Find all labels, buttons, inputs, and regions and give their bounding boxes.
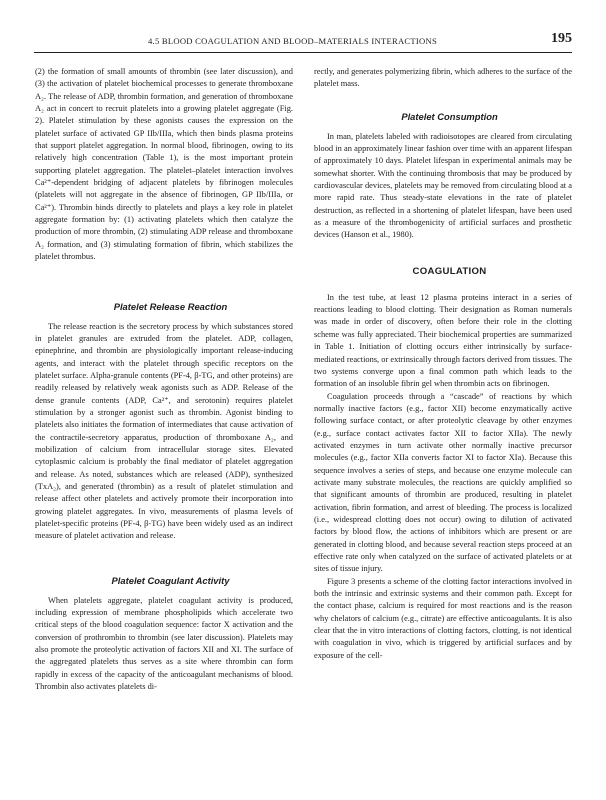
coagulant-paragraph: When platelets aggregate, platelet coagulant activity is produced, including expression of membrane phospholipids which accelerate two critical steps of the blood coagulation sequence: factor X activation and the conversion of prothrombin to thrombin (see later discussion). Platelets may also promote the proteolytic activation of factors XII and XI. The surface of the aggregated platelets thus serves as a site where thrombin can form rapidly in excess of the capacity of the anticoagulant mechanisms of blood. Thrombin also activates platelets di-	[35, 595, 293, 692]
running-head: 4.5 BLOOD COAGULATION AND BLOOD–MATERIALS INTERACTIONS	[148, 36, 437, 46]
page-header	[34, 31, 572, 53]
release-paragraph: The release reaction is the secretory process by which substances stored in platelet granules are extruded from the platelet. ADP, collagen, epinephrine, and thrombin are physiologically important release-inducing agents, and interact with the platelet through specific receptors on the platelet surface. Alpha-granule contents (PF-4, β-TG, and other proteins) are readily released by relatively weak agonists such as ADP. Release of the dense granule contents (ADP, Ca²⁺, and serotonin) requires platelet stimulation by a stronger agonist such as thrombin. Agonist binding to platelets also initiates the formation of intermediates that cause activation of the contractile-secretory apparatus, production of thromboxane A₂, and mobilization of calcium from intracellular storage sites. Elevated cytoplasmic calcium is probably the final mediator of platelet aggregation and release. As noted, substances which are released (ADP), synthesized (TxA₂), and generated (thrombin) as a result of platelet stimulation and release affect other platelets and actively promote their incorporation into growing platelet aggregates. In vivo, measurements of plasma levels of platelet-specific proteins (PF-4, β-TG) have been widely used as an indirect measure of platelet activation and release.	[35, 321, 293, 541]
intro-paragraph: (2) the formation of small amounts of thrombin (see later discussion), and (3) the activation of platelet biochemical processes to generate thromboxane A₂. The release of ADP, thrombin formation, and generation of thromboxane A₂ act in concert to recruit platelets into a growing platelet aggregate (Fig. 2). Platelet stimulation by these agonists causes the expression on the platelet surface of activated GP IIb/IIIa, which then binds plasma proteins that support platelet aggregation. In normal blood, fibrinogen, owing to its relatively high concentration (Table 1), is the most important protein supporting platelet aggregation. The platelet–platelet interaction involves Ca²⁺-dependent bridging of adjacent platelets by fibrinogen molecules (platelets will not aggregate in the absence of fibrinogen, GP IIb/IIIa, or Ca²⁺). Thrombin binds directly to platelets and plays a key role in platelet aggregate formation by: (1) activating platelets which then catalyze the production of more thrombin, (2) stimulating ADP release and thromboxane A₂ formation, and (3) stimulating formation of fibrin, which stabilizes the platelet thrombus.	[35, 67, 293, 262]
consumption-paragraph: In man, platelets labeled with radioisotopes are cleared from circulating blood in an approximately linear fashion over time with an apparent lifespan of approximately 10 days. Platelet lifespan in experimental animals may be somewhat shorter. With the continuing thrombosis that may be produced by cardiovascular devices, platelets may be removed from circulating blood at a more rapid rate. Thus steady-state elevations in the rate of platelet destruction, as reflected in a shortening of platelet lifespan, have been used as a measure of the thrombogenicity of artificial surfaces and prosthetic devices (Hanson et al., 1980).	[314, 131, 572, 240]
left-column	[35, 66, 293, 693]
section-heading-coagulant: Platelet Coagulant Activity	[111, 574, 230, 586]
section-heading-release: Platelet Release Reaction	[113, 300, 228, 312]
section-heading-consumption: Platelet Consumption	[401, 110, 498, 122]
continued-paragraph: rectly, and generates polymerizing fibrin, which adheres to the surface of the platelet mass.	[314, 67, 572, 89]
coagulation-paragraph: Figure 3 presents a scheme of the clotting factor interactions involved in both the intrinsic and extrinsic systems and their common path. Except for the contact phase, calcium is required for most reactions and is the reason why chelators of calcium (e.g., citrate) are effective anticoagulants. It is also clear that the in vitro interactions of clotting factors, clotting, is not identical with coagulation in vivo, which is triggered by artificial surfaces and by exposure of the cell-	[314, 576, 572, 660]
coagulation-paragraph: In the test tube, at least 12 plasma proteins interact in a series of reactions leading to blood clotting. Their designation as Roman numerals was made in order of discovery, often before their role in the clotting scheme was fully appreciated. Their biochemical properties are summarized in Table 1. Initiation of clotting occurs either intrinsically by surface-mediated reactions, or extrinsically through factors derived from tissues. The two systems converge upon a final common path which leads to the formation of an insoluble fibrin gel when thrombin acts on fibrinogen.	[314, 292, 572, 389]
coagulation-paragraph: Coagulation proceeds through a “cascade” of reactions by which normally inactive factors (e.g., factor XII) become enzymatically active following surface contact, or after proteolytic cleavage by other enzymes (e.g., surface contact activates factor XII to factor XIIa). The newly activated enzymes in turn activate other normally inactive precursor molecules (e.g., factor XIIa converts factor XI to factor XIa). Because this sequence involves a series of steps, and because one enzyme molecule can activate many substrate molecules, the reactions are quickly amplified so that significant amounts of thrombin are produced, resulting in platelet activation, fibrin formation, and arrest of bleeding. The process is localized (i.e., widespread clotting does not occur) owing to dilution of activated factors by blood flow, the actions of inhibitors which are present or are generated in clotting blood, and because several reaction steps proceed at an effective rate only when catalyzed on the surface of activated platelets or at sites of tissue injury.	[314, 391, 572, 574]
page-number: 195	[551, 31, 572, 46]
section-heading-coagulation: COAGULATION	[412, 265, 487, 277]
right-column	[314, 66, 572, 662]
